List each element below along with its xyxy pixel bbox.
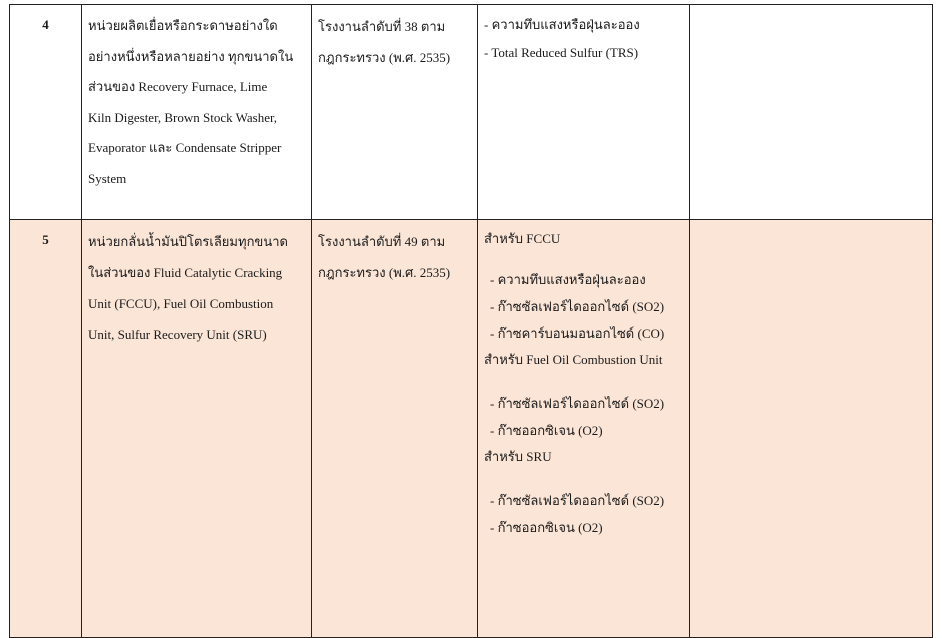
unit-description-cell [82,5,312,220]
factory-type-cell [312,220,478,638]
table-row [10,5,933,220]
parameter-item: - ความทึบแสงหรือฝุ่นละออง [484,17,640,32]
description-line: Kiln Digester, Brown Stock Washer, [88,109,278,125]
description-line: Evaporator และ Condensate Stripper [88,140,282,155]
parameters-cell [478,5,690,220]
parameter-item: - ความทึบแสงหรือฝุ่นละออง [490,272,646,287]
parameter-item: - ก๊าซซัลเฟอร์ไดออกไซด์ (SO2) [490,493,665,508]
group-heading: สำหรับ SRU [484,449,552,464]
row-number: 5 [10,220,82,638]
description-line: ในส่วนของ Fluid Catalytic Cracking [88,265,283,280]
factory-type-cell [312,5,478,220]
description-line: ส่วนของ Recovery Furnace, Lime [88,79,268,94]
factory-type-line: กฎกระทรวง (พ.ศ. 2535) [318,265,451,280]
description-line: หน่วยผลิตเยื่อหรือกระดาษอย่างใด [88,18,278,33]
parameter-item: - ก๊าซคาร์บอนมอนอกไซด์ (CO) [490,326,665,341]
parameter-item: - ก๊าซซัลเฟอร์ไดออกไซด์ (SO2) [490,299,665,314]
parameter-item: - Total Reduced Sulfur (TRS) [484,45,639,60]
group-heading: สำหรับ Fuel Oil Combustion Unit [484,352,663,367]
regulation-table [9,4,933,638]
parameter-item: - ก๊าซซัลเฟอร์ไดออกไซด์ (SO2) [490,396,665,411]
remarks-cell [690,5,933,220]
factory-type-line: โรงงานลำดับที่ 49 ตาม [318,234,446,249]
parameters-cell [478,220,690,638]
description-line: System [88,170,127,186]
parameter-item: - ก๊าซออกซิเจน (O2) [490,423,603,438]
remarks-cell [690,220,933,638]
parameter-item: - ก๊าซออกซิเจน (O2) [490,520,603,535]
factory-type-line: โรงงานลำดับที่ 38 ตาม [318,19,446,34]
description-line: หน่วยกลั่นน้ำมันปิโตรเลียมทุกขนาด [88,234,288,249]
row-number: 4 [10,5,82,220]
table-row [10,220,933,638]
unit-description-cell [82,220,312,638]
description-line: Unit, Sulfur Recovery Unit (SRU) [88,327,267,342]
description-line: Unit (FCCU), Fuel Oil Combustion [88,296,274,311]
description-line: อย่างหนึ่งหรือหลายอย่าง ทุกขนาดใน [88,48,294,64]
group-heading: สำหรับ FCCU [484,231,561,246]
factory-type-line: กฎกระทรวง (พ.ศ. 2535) [318,50,451,65]
